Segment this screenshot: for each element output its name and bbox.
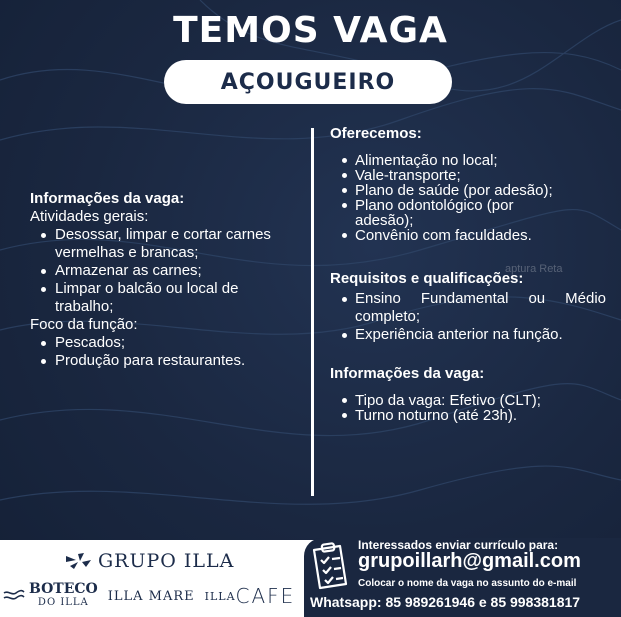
list-item: Produção para restaurantes.: [30, 352, 300, 370]
illa-cafe-logo: CAFE: [235, 584, 296, 608]
position-badge: [164, 60, 452, 104]
list-item: Experiência anterior na função.: [330, 326, 610, 344]
job-info-list: [330, 393, 610, 423]
boteco-sub-text: DO ILLA: [37, 597, 89, 608]
offers-list: [330, 153, 610, 243]
ghost-overlay-text: aptura Reta: [505, 263, 563, 275]
email-subject-note: Colocar o nome da vaga no assunto do e-mail: [358, 578, 577, 589]
focus-list: [30, 334, 300, 370]
list-item: Vale-transporte;: [330, 168, 610, 183]
left-column: [30, 190, 300, 370]
list-item: Tipo da vaga: Efetivo (CLT);: [330, 393, 610, 408]
grupo-illa-text: GRUPO ILLA: [98, 550, 235, 572]
whatsapp-numbers[interactable]: Whatsapp: 85 989261946 e 85 998381817: [310, 594, 581, 610]
position-label: AÇOUGUEIRO: [220, 69, 396, 95]
illa-mare-logo: ILLA MARE: [107, 588, 195, 604]
requirements-list: [330, 290, 610, 344]
activities-list: [30, 226, 300, 316]
list-item: Pescados;: [30, 334, 300, 352]
column-divider: [311, 128, 314, 496]
offer-heading: Oferecemos:: [330, 125, 422, 142]
contact-info: [304, 538, 621, 617]
boteco-text: BOTECO: [29, 581, 98, 597]
poster-title: TEMOS VAGA: [173, 10, 448, 51]
boteco-logo: [29, 582, 98, 610]
grupo-illa-logo: [64, 550, 234, 572]
wave-logo-icon: [3, 589, 25, 603]
contact-email[interactable]: grupoillarh@gmail.com: [358, 550, 581, 572]
list-item: Plano odontológico (por adesão);: [330, 198, 610, 228]
right-column: [330, 126, 610, 423]
list-item: Armazenar as carnes;: [30, 262, 300, 280]
list-item: Limpar o balcão ou local de trabalho;: [30, 280, 300, 316]
activities-label: Atividades gerais:: [30, 208, 149, 225]
contact-intro: Interessados enviar currículo para:: [358, 538, 559, 552]
requirements-heading: Requisitos e qualificações:: [330, 270, 524, 287]
list-item: Desossar, limpar e cortar carnes vermelhas e brancas;: [30, 226, 300, 262]
list-item: Alimentação no local;: [330, 153, 610, 168]
list-item: Convênio com faculdades.: [330, 228, 610, 243]
list-item: Turno noturno (até 23h).: [330, 408, 610, 423]
sun-logo-icon: [64, 552, 92, 570]
focus-label: Foco da função:: [30, 316, 138, 333]
illa-cafe-prefix: ILLA: [204, 589, 236, 603]
list-item: Plano de saúde (por adesão);: [330, 183, 610, 198]
brand-logos: [3, 582, 295, 610]
left-info-heading: Informações da vaga:: [30, 190, 185, 207]
clipboard-icon: [306, 542, 350, 592]
list-item: Ensino Fundamental ou Médio completo;: [330, 290, 610, 326]
job-info-heading: Informações da vaga:: [330, 365, 485, 382]
